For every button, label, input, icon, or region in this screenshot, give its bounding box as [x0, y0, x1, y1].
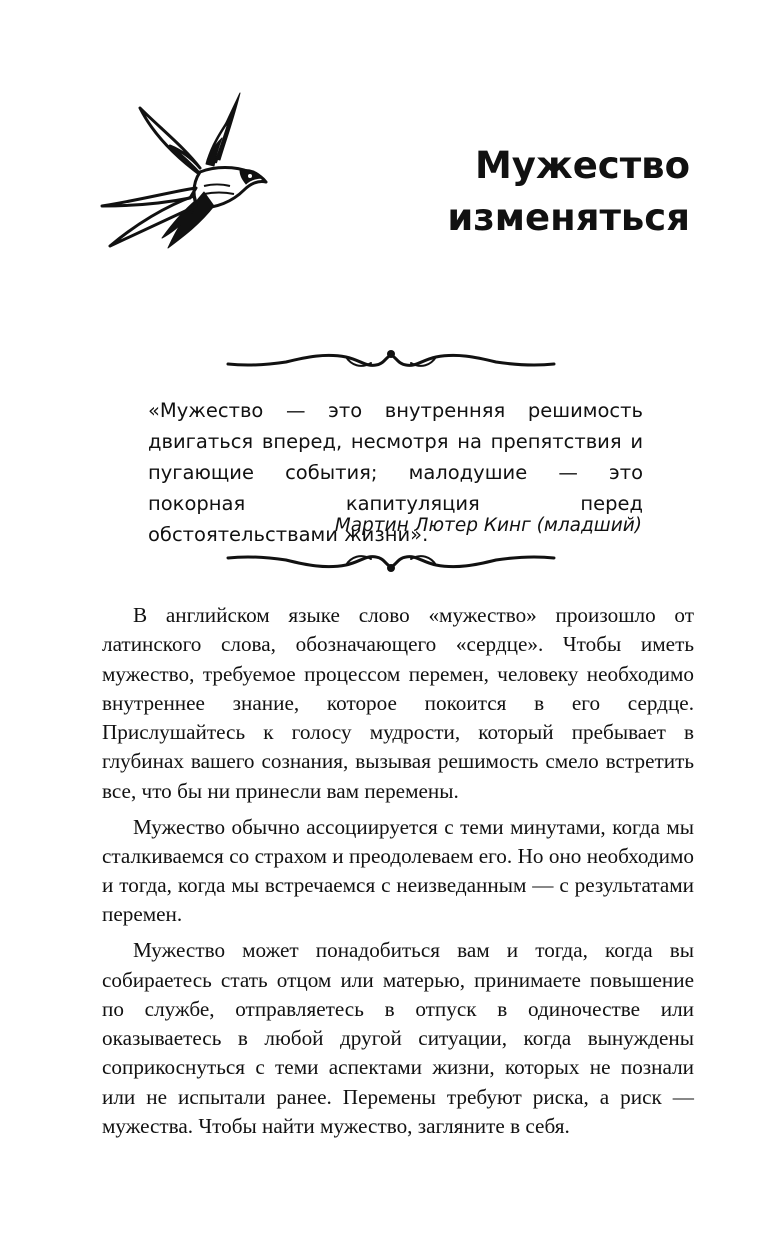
ornament-divider-bottom — [226, 547, 556, 577]
swallow-bird-icon — [100, 88, 270, 263]
paragraph-1: В английском языке слово «мужество» произошло от латинского слова, обозначающего «сердце». Чтобы иметь мужество, требуемое процессом перемен, человеку необходимо внутреннее знание, которое покоится в его сердце. Прислушайтесь к голосу мудрости, который пребывает в глубинах вашего сознания, вызывая решимость смело встретить все, что бы ни принесли вам перемены. — [102, 603, 694, 803]
ornament-divider-top — [226, 345, 556, 375]
epigraph-author: Мартин Лютер Кинг (младший) — [334, 515, 642, 536]
chapter-title — [330, 140, 690, 244]
body-text — [102, 601, 694, 1148]
chapter-title-line-1: Мужество — [474, 144, 690, 187]
paragraph-3: Мужество может понадобиться вам и тогда, когда вы собираетесь стать отцом или матерью, принимаете повышение по службе, отправляетесь в отпуск в одиночестве или оказываетесь в любой другой ситуации, когда вынуждены соприкоснуться с теми аспектами жизни, которых не познали или не испытали ранее. Перемены требуют риска, а риск — мужества. Чтобы найти мужество, загляните в себя. — [102, 938, 694, 1139]
chapter-title-line-2: изменяться — [447, 196, 690, 239]
paragraph-2: Мужество обычно ассоциируется с теми минутами, когда мы сталкиваемся со страхом и преодолеваем его. Но оно необходимо и тогда, когда мы встречаемся с неизведанным — с результатами перемен. — [102, 814, 694, 927]
epigraph-quote: «Мужество — это внутренняя решимость двигаться вперед, несмотря на препятствия и пугающие события; малодушие — это покорная капитуляция перед обстоятельствами жизни». — [148, 399, 643, 546]
